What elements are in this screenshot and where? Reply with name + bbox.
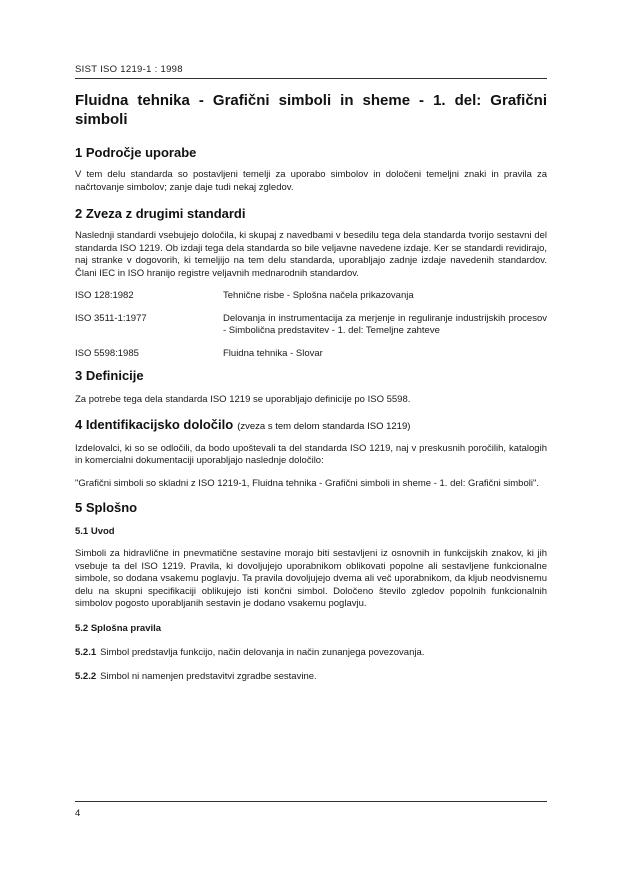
reference-title: Delovanja in instrumentacija za merjenje in reguliranje industrijskih procesov - Simbolična predstavitev - 1. del: Temeljne zahteve <box>223 312 547 336</box>
document-title: Fluidna tehnika - Grafični simboli in sheme - 1. del: Grafični simboli <box>75 92 547 128</box>
section-5-1-heading: 5.1 Uvod <box>75 526 115 537</box>
section-5-1-paragraph: Simboli za hidravlične in pnevmatične sestavine morajo biti sestavljeni iz osnovnih in funkcijskih znakov, ki jih vsebuje ta del ISO 1219. Pravila, ki dovoljujejo uporabnikom oblikovati popolne ali sestavljene funkcionalne simbole, so dodana vsakemu poglavju. Ta pravila dovoljujejo dvema ali več uporabnikom, da kljub neodvisnemu delu na skupni specifikaciji oblikujejo isti končni simbol. Določeno število zgledov popolnih funkcionalnih simbolov pogosto uporabljanih sestavin je dodano vsakemu poglavju. <box>75 548 547 609</box>
reference-title: Tehnične risbe - Splošna načela prikazovanja <box>223 290 414 301</box>
section-4-paragraph: Izdelovalci, ki so se odločili, da bodo upoštevali ta del standarda ISO 1219, naj v preskusnih poročilih, katalogih in komercialni dokumentaciji uporabljajo naslednje določilo: <box>75 442 547 466</box>
clause-5-2-2-text: Simbol ni namenjen predstavitvi zgradbe sestavine. <box>100 671 317 682</box>
reference-code: ISO 5598:1985 <box>75 347 139 359</box>
clause-5-2-2 <box>75 671 547 684</box>
clause-5-2-2-number: 5.2.2 <box>75 671 97 682</box>
footer-rule <box>75 801 547 802</box>
section-2-paragraph: Naslednji standardi vsebujejo določila, ki skupaj z navedbami v besedilu tega dela standarda tvorijo sestavni del standarda ISO 1219. Ob izdaji tega dela standarda so bile veljavne navedene izdaje. Ker se standardi revidirajo, naj stranke v dogovorih, ki temeljijo na tem delu standarda, uporabljajo zadnje izdaje navedenih standardov. Člani IEC in ISO hranijo registre veljavnih mednarodnih standardov. <box>75 230 547 279</box>
running-header: SIST ISO 1219-1 : 1998 <box>75 64 183 75</box>
reference-row <box>75 290 547 303</box>
document-body <box>75 91 547 684</box>
clause-5-2-1-number: 5.2.1 <box>75 646 97 658</box>
section-4-quote: "Grafični simboli so skladni z ISO 1219-1, Fluidna tehnika - Grafični simboli in sheme - 1. del: Grafični simboli". <box>75 477 539 489</box>
section-1-paragraph: V tem delu standarda so postavljeni temelji za uporabo simbolov in določeni temeljni znaki in pravila za načrtovanje simbolov; zanje daje tudi nekaj zgledov. <box>75 169 547 193</box>
document-page <box>75 0 547 877</box>
section-3-heading: 3 Definicije <box>75 368 144 383</box>
reference-title: Fluidna tehnika - Slovar <box>223 347 323 359</box>
reference-code: ISO 3511-1:1977 <box>75 312 147 324</box>
section-5-heading: 5 Splošno <box>75 500 138 515</box>
clause-5-2-1-text: Simbol predstavlja funkcijo, način delovanja in način zunanjega povezovanja. <box>100 646 425 658</box>
clause-5-2-1 <box>75 647 547 660</box>
reference-code: ISO 128:1982 <box>75 290 134 301</box>
section-4-heading <box>75 417 547 435</box>
section-4-heading-text: 4 Identifikacijsko določilo <box>75 416 234 432</box>
section-1-heading: 1 Področje uporabe <box>75 145 197 160</box>
section-4-heading-note: (zveza s tem delom standarda ISO 1219) <box>237 420 411 432</box>
header-rule <box>75 78 547 79</box>
reference-row <box>75 348 547 361</box>
page-number: 4 <box>75 808 81 819</box>
section-5-2-heading: 5.2 Splošna pravila <box>75 622 162 634</box>
section-3-paragraph: Za potrebe tega dela standarda ISO 1219 se uporabljajo definicije po ISO 5598. <box>75 394 411 405</box>
reference-row <box>75 313 547 338</box>
section-2-heading: 2 Zveza z drugimi standardi <box>75 206 246 221</box>
